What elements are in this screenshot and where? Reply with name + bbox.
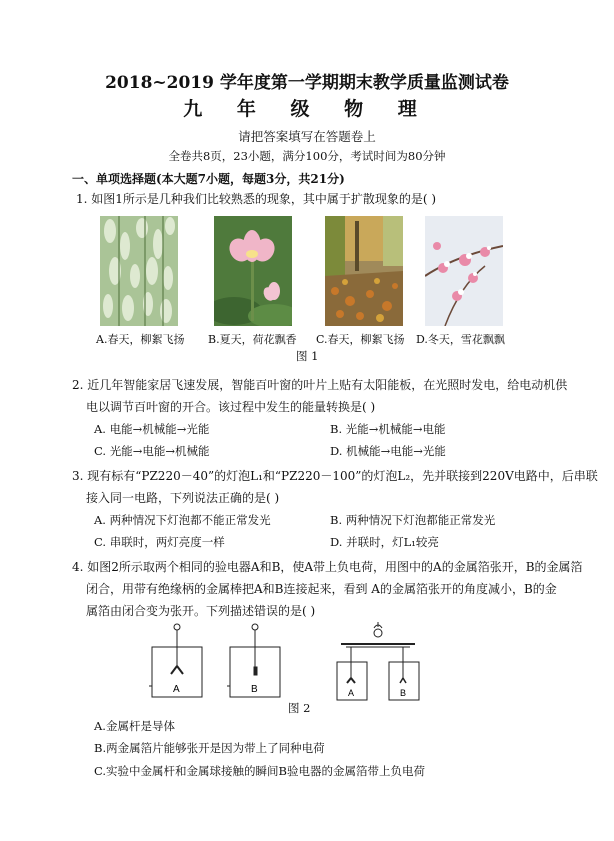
question-4-stem-line2: 闭合，用带有绝缘柄的金属棒把A和B连接起来，看到 A的金属箔张开的角度减小，B的金 (86, 582, 557, 596)
photo-autumn (325, 216, 403, 326)
figure-2-electroscopes (145, 620, 445, 705)
question-3-stem-line2: 接入同一电路，下列说法正确的是( ) (86, 491, 280, 505)
exam-info: 全卷共8页，23小题，满分100分，考试时间为80分钟 (168, 149, 446, 163)
question-3-stem-line1: 3. 现有标有“PZ220－40”的灯泡L₁和“PZ220－100”的灯泡L₂，先并联接到220V电路中，后串联 (72, 469, 598, 483)
question-2-stem-line2: 电以调节百叶窗的开合。该过程中发生的能量转换是( ) (86, 400, 376, 414)
photo-lotus (214, 216, 292, 326)
subject-title: 九 年 级 物 理 (183, 98, 431, 120)
q3-option-c: C. 串联时，两灯亮度一样 (94, 535, 225, 549)
photo-snow-blossom (425, 216, 503, 326)
q3-option-b: B. 两种情况下灯泡都能正常发光 (330, 513, 496, 527)
q2-option-a: A. 电能→机械能→光能 (94, 422, 210, 436)
section-heading: 一、单项选择题(本大题7小题，每题3分，共21分) (72, 172, 345, 186)
q2-option-b: B. 光能→机械能→电能 (330, 422, 446, 436)
caption-c: C.春天，柳絮飞扬 (316, 333, 405, 346)
q4-option-c: C.实验中金属杆和金属球接触的瞬间B验电器的金属箔带上负电荷 (94, 764, 425, 778)
electroscope-label-a2: A (348, 688, 355, 698)
electroscope-label-b2: B (400, 688, 407, 698)
caption-b: B.夏天，荷花飘香 (208, 333, 297, 346)
answer-instruction: 请把答案填写在答题卷上 (238, 129, 376, 144)
question-4-stem-line1: 4. 如图2所示取两个相同的验电器A和B，使A带上负电荷，用图中的A的金属箔张开，B的金属箔 (72, 560, 583, 574)
question-1-stem: 1. 如图1所示是几种我们比较熟悉的现象，其中属于扩散现象的是( ) (76, 192, 437, 206)
electroscope-label-a: A (173, 684, 180, 695)
figure-2-label: 图 2 (288, 701, 311, 715)
q3-option-a: A. 两种情况下灯泡都不能正常发光 (94, 513, 271, 527)
question-2-stem-line1: 2. 近几年智能家居飞速发展，智能百叶窗的叶片上贴有太阳能板，在光照时发电，给电动机供 (72, 378, 568, 392)
q4-option-b: B.两金属箔片能够张开是因为带上了同种电荷 (94, 741, 325, 755)
caption-a: A.春天，柳絮飞扬 (96, 333, 185, 346)
electroscope-label-b: B (251, 684, 258, 695)
photo-willow-a (100, 216, 178, 326)
caption-d: D.冬天，雪花飘飘 (416, 333, 505, 346)
q2-option-c: C. 光能→电能→机械能 (94, 444, 210, 458)
exam-title: 2018~2019 学年度第一学期期末教学质量监测试卷 (105, 73, 509, 93)
q3-option-d: D. 并联时，灯L₁较亮 (330, 535, 439, 549)
q2-option-d: D. 机械能→电能→光能 (330, 444, 446, 458)
q4-option-a: A.金属杆是导体 (94, 719, 175, 733)
figure-1-label: 图 1 (296, 349, 319, 363)
question-4-stem-line3: 属箔由闭合变为张开。下列描述错误的是( ) (86, 604, 316, 618)
